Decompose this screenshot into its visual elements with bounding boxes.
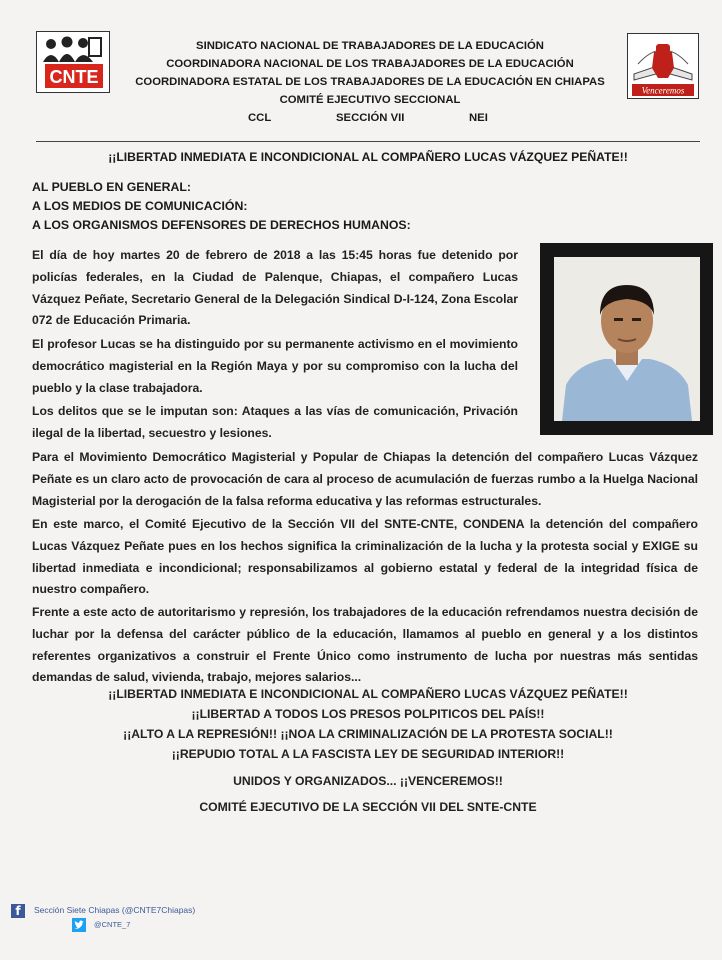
seccion-label: SECCIÓN VII (336, 112, 405, 124)
slogan-2: ¡¡LIBERTAD A TODOS LOS PRESOS POLPITICOS DEL PAÍS!! (191, 707, 545, 721)
facebook-icon[interactable]: f (11, 904, 25, 918)
header-line-1: SINDICATO NACIONAL DE TRABAJADORES DE LA EDUCACIÓN (196, 40, 544, 52)
paragraph-1: El día de hoy martes 20 de febrero de 2018 a las 15:45 horas fue detenido por policías federales, en la Ciudad de Palenque, Chiapas, el compañero Lucas Vázquez Peñate, Secretario General de la Delegación Sindical D-I-124, Zona Escolar 072 de Educación Primaria. (32, 248, 518, 328)
salutation-line-1: AL PUEBLO EN GENERAL: (32, 180, 191, 194)
section-row (120, 109, 620, 127)
venceremos-logo (627, 33, 699, 99)
slogan-3: ¡¡ALTO A LA REPRESIÓN!! ¡¡NOA LA CRIMINALIZACIÓN DE LA PROTESTA SOCIAL!! (123, 727, 613, 741)
headline: ¡¡LIBERTAD INMEDIATA E INCONDICIONAL AL COMPAÑERO LUCAS VÁZQUEZ PEÑATE!! (108, 150, 628, 164)
paragraph-4: Para el Movimiento Democrático Magisterial y Popular de Chiapas la detención del compañero Lucas Vázquez Peñate es un claro acto de provocación de cara al proceso de acumulación de fuerzas rumbo a la Huelga Nacional Magisterial por la derogación de la falsa reforma educativa y las reformas estructurales. (32, 450, 698, 508)
paragraph-3: Los delitos que se le imputan son: Ataques a las vías de comunicación, Privación ilegal de la libertad, secuestro y lesiones. (32, 404, 518, 440)
slogan-5: UNIDOS Y ORGANIZADOS... ¡¡VENCEREMOS!! (233, 774, 503, 788)
ccl-label: CCL (248, 112, 272, 124)
svg-text:CNTE: CNTE (49, 67, 99, 87)
salutation (32, 178, 411, 235)
header-line-4: COMITÉ EJECUTIVO SECCIONAL (279, 94, 461, 106)
portrait-image (554, 257, 700, 421)
letterhead (120, 37, 620, 127)
salutation-line-3: A LOS ORGANISMOS DEFENSORES DE DERECHOS HUMANOS: (32, 218, 411, 232)
slogan-1: ¡¡LIBERTAD INMEDIATA E INCONDICIONAL AL COMPAÑERO LUCAS VÁZQUEZ PEÑATE!! (108, 687, 628, 701)
paragraph-2: El profesor Lucas se ha distinguido por su permanente activismo en el movimiento democrático magisterial en la Región Maya y por su compromiso con la lucha del pueblo y la clase trabajadora. (32, 337, 518, 395)
signature-line: COMITÉ EJECUTIVO DE LA SECCIÓN VII DEL SNTE-CNTE (199, 800, 537, 814)
header-line-3: COORDINADORA ESTATAL DE LOS TRABAJADORES DE LA EDUCACIÓN EN CHIAPAS (135, 76, 605, 88)
header-line-2: COORDINADORA NACIONAL DE LOS TRABAJADORES DE LA EDUCACIÓN (166, 58, 574, 70)
detainee-photo (540, 243, 713, 435)
salutation-line-2: A LOS MEDIOS DE COMUNICACIÓN: (32, 199, 248, 213)
paragraph-5: En este marco, el Comité Ejecutivo de la Sección VII del SNTE-CNTE, CONDENA la detención del compañero Lucas Vázquez Peñate pues en los hechos significa la criminalización de la lucha y la protesta social y EXIGE su libertad inmediata e incondicional; responsabilizamos al gobierno estatal y federal de la integridad física de nuestro compañero. (32, 517, 698, 597)
nei-label: NEI (469, 112, 488, 124)
slogan-4: ¡¡REPUDIO TOTAL A LA FASCISTA LEY DE SEGURIDAD INTERIOR!! (171, 747, 565, 761)
facebook-handle[interactable]: Sección Siete Chiapas (@CNTE7Chiapas) (34, 905, 196, 915)
header-divider (36, 141, 700, 142)
twitter-icon[interactable] (72, 918, 86, 932)
svg-text:Venceremos: Venceremos (641, 85, 685, 96)
paragraph-6: Frente a este acto de autoritarismo y represión, los trabajadores de la educación refrendamos nuestra decisión de luchar por la defensa del carácter público de la educación, llamamos al pueblo en general y a los distintos referentes organizativos a construir el Frente Único como instrumento de lucha por nuestras más sentidas demandas de salud, vivienda, trabajo, mejores salarios... (32, 605, 698, 685)
twitter-handle[interactable]: @CNTE_7 (94, 920, 131, 929)
cnte-logo (36, 31, 110, 93)
